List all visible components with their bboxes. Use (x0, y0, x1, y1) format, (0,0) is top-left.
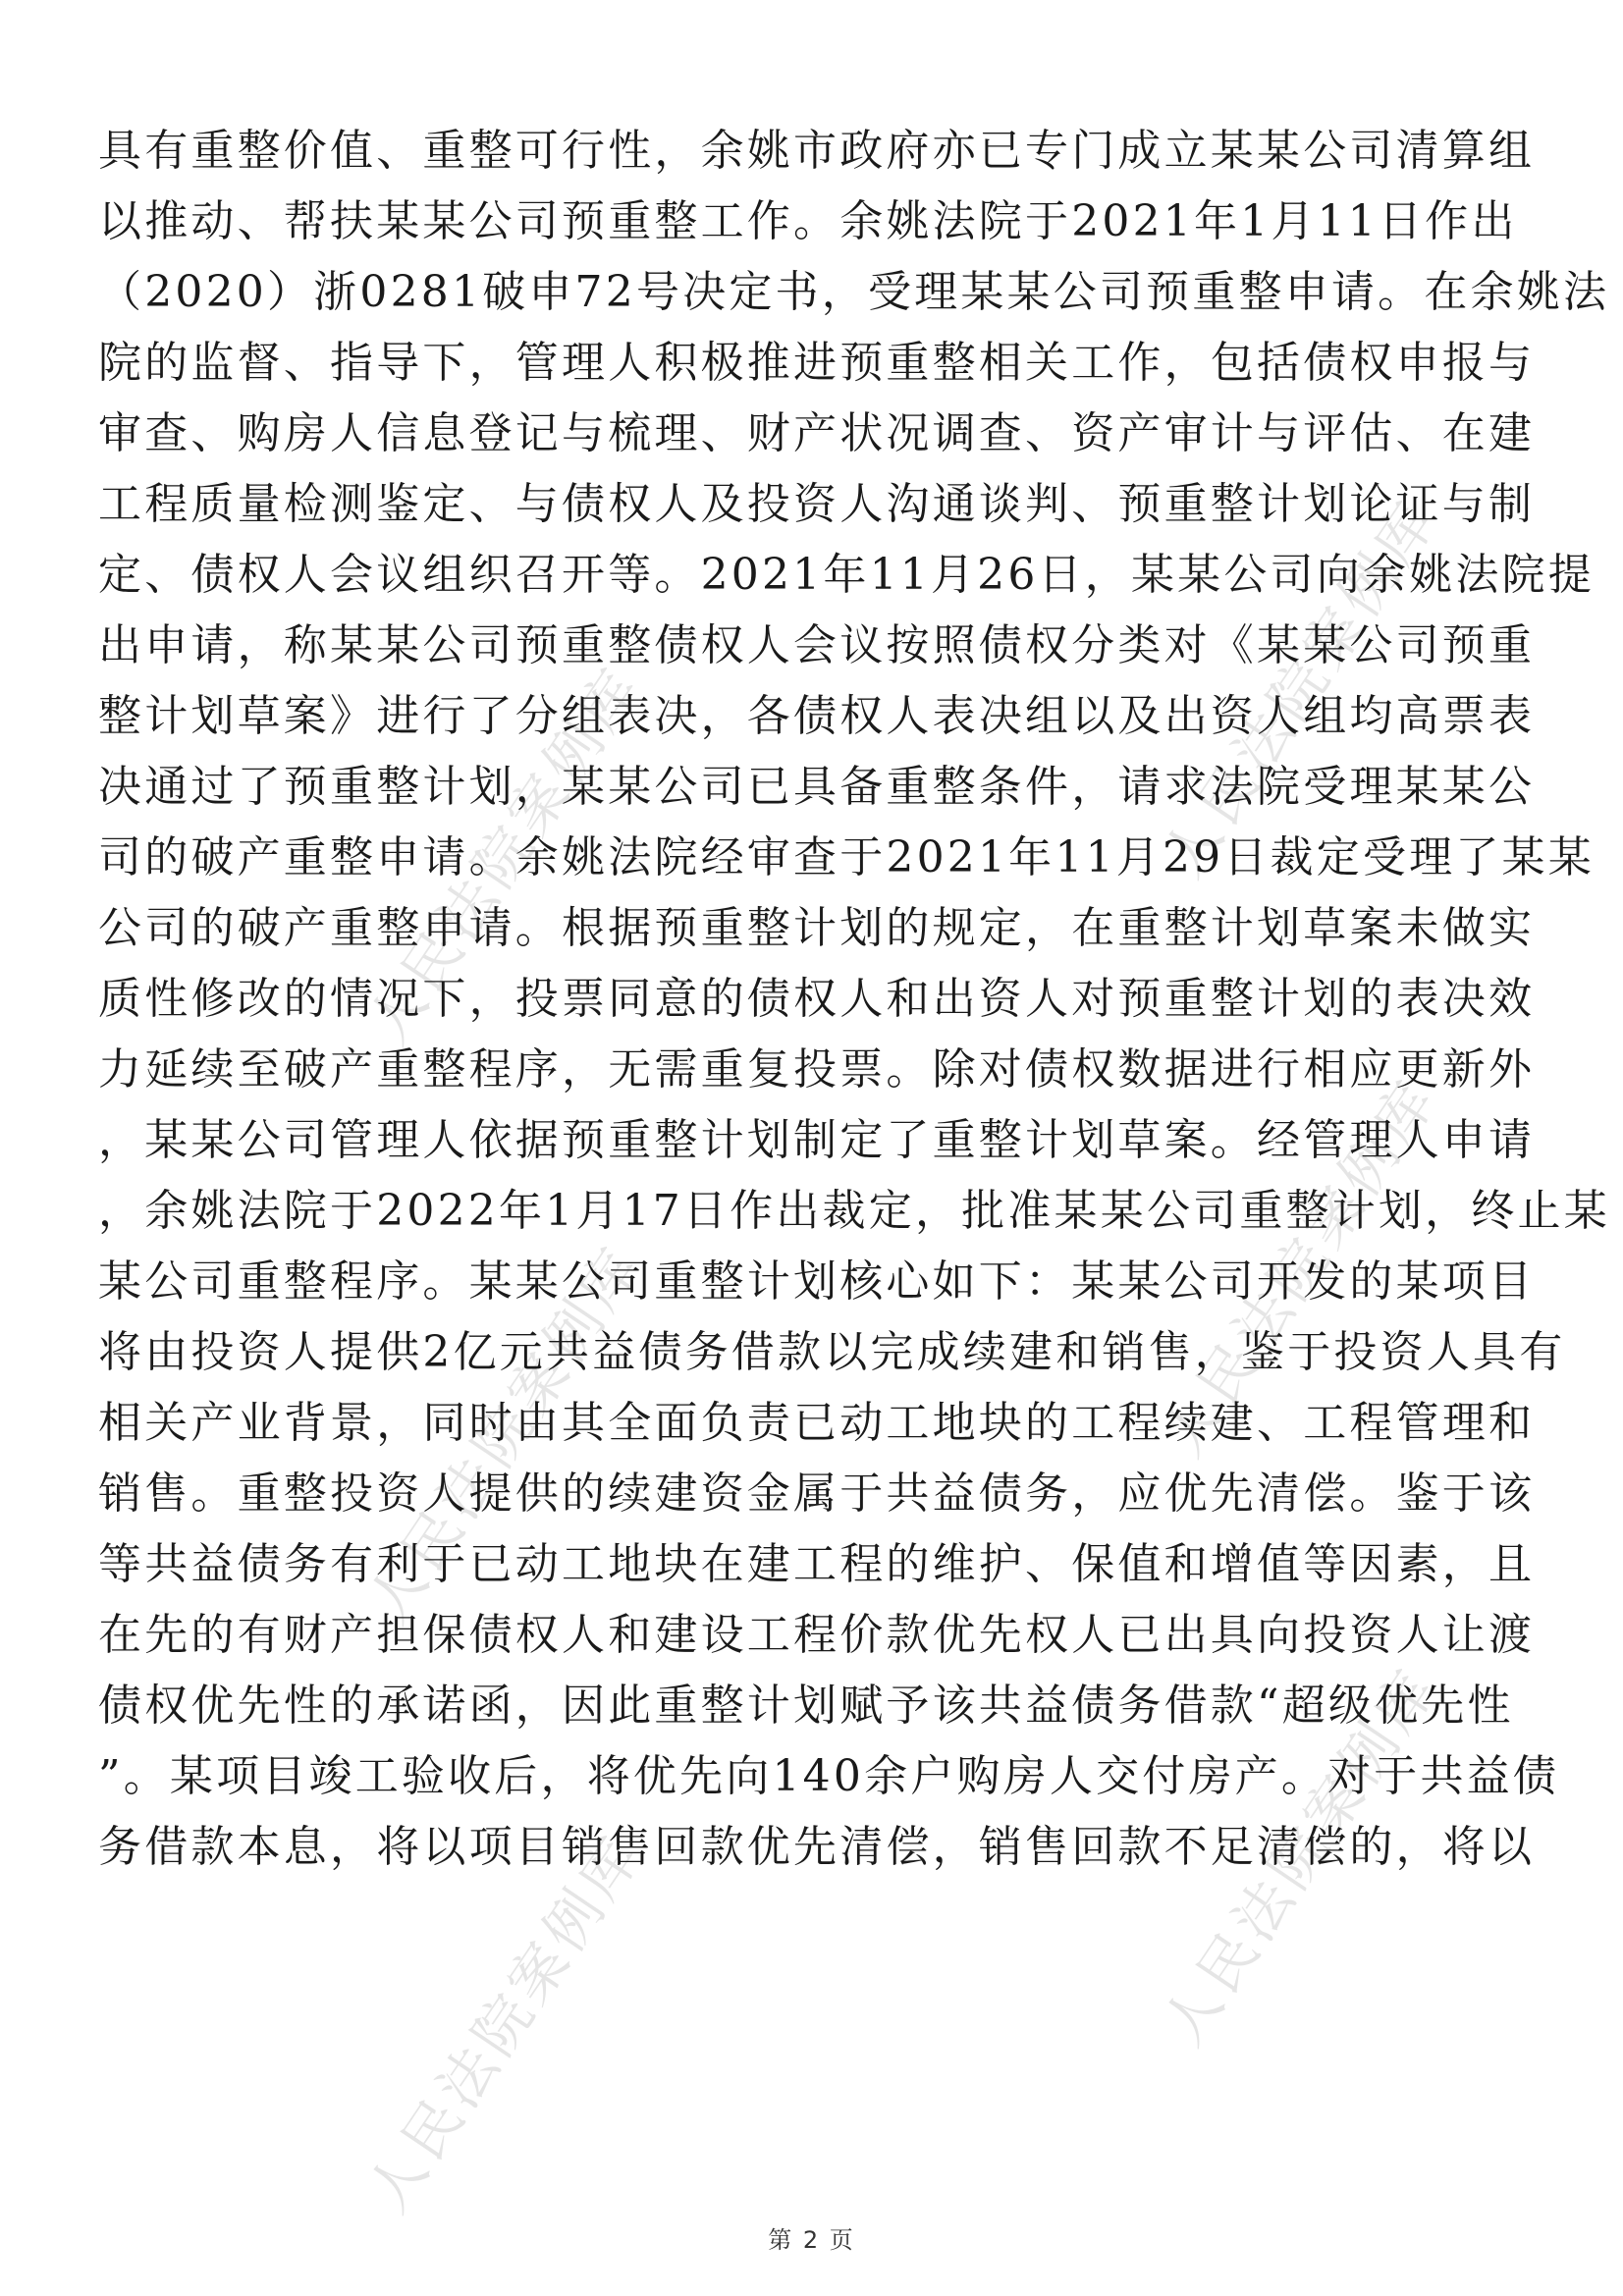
text-line: ，某某公司管理人依据预重整计划制定了重整计划草案。经管理人申请 (98, 1115, 1536, 1165)
text-line: 公司的破产重整申请。根据预重整计划的规定，在重整计划草案未做实 (98, 903, 1536, 953)
text-line: ”。某项目竣工验收后，将优先向140余户购房人交付房产。对于共益债 (98, 1751, 1560, 1801)
page-number: 第 2 页 (768, 2226, 855, 2254)
text-line: 出申请，称某某公司预重整债权人会议按照债权分类对《某某公司预重 (98, 620, 1536, 670)
text-line: 审查、购房人信息登记与梳理、财产状况调查、资产审计与评估、在建 (98, 408, 1536, 458)
text-line: 决通过了预重整计划，某某公司已具备重整条件，请求法院受理某某公 (98, 762, 1536, 812)
text-line: 务借款本息，将以项目销售回款优先清偿，销售回款不足清偿的，将以 (98, 1822, 1536, 1872)
watermark-top-right: 人民法院案例库 (1149, 486, 1451, 889)
text-line: （2020）浙0281破申72号决定书，受理某某公司预重整申请。在余姚法 (98, 267, 1610, 317)
text-line: 工程质量检测鉴定、与债权人及投资人沟通谈判、预重整计划论证与制 (98, 479, 1536, 529)
text-line: 将由投资人提供2亿元共益债务借款以完成续建和销售，鉴于投资人具有 (98, 1327, 1566, 1377)
text-line: 力延续至破产重整程序，无需重复投票。除对债权数据进行相应更新外 (98, 1044, 1536, 1095)
text-line: 具有重整价值、重整可行性，余姚市政府亦已专门成立某某公司清算组 (98, 126, 1536, 176)
text-line: 销售。重整投资人提供的续建资金属于共益债务，应优先清偿。鉴于该 (98, 1468, 1536, 1519)
text-line: 等共益债务有利于已动工地块在建工程的维护、保值和增值等因素，且 (98, 1539, 1536, 1589)
text-line: ，余姚法院于2022年1月17日作出裁定，批准某某公司重整计划，终止某 (98, 1186, 1610, 1236)
text-line: 质性修改的情况下，投票同意的债权人和出资人对预重整计划的表决效 (98, 974, 1536, 1024)
text-line: 整计划草案》进行了分组表决，各债权人表决组以及出资人组均高票表 (98, 691, 1536, 741)
watermark-middle-right: 人民法院案例库 (1149, 1065, 1451, 1468)
watermark-bottom-left: 人民法院案例库 (353, 1821, 656, 2224)
watermark-middle-left: 人民法院案例库 (353, 1232, 656, 1635)
text-line: 定、债权人会议组织召开等。2021年11月26日，某某公司向余姚法院提 (98, 550, 1595, 600)
text-line: 相关产业背景，同时由其全面负责已动工地块的工程续建、工程管理和 (98, 1398, 1536, 1448)
text-line: 债权优先性的承诺函，因此重整计划赋予该共益债务借款“超级优先性 (98, 1681, 1514, 1731)
watermark-bottom-right: 人民法院案例库 (1149, 1654, 1451, 2057)
body-text (98, 116, 1610, 1883)
text-line: 在先的有财产担保债权人和建设工程价款优先权人已出具向投资人让渡 (98, 1610, 1536, 1660)
text-line: 某公司重整程序。某某公司重整计划核心如下：某某公司开发的某项目 (98, 1256, 1536, 1307)
text-line: 以推动、帮扶某某公司预重整工作。余姚法院于2021年1月11日作出 (98, 196, 1518, 246)
watermark-top-left: 人民法院案例库 (353, 653, 656, 1056)
text-line: 院的监督、指导下，管理人积极推进预重整相关工作，包括债权申报与 (98, 338, 1536, 388)
text-line: 司的破产重整申请。余姚法院经审查于2021年11月29日裁定受理了某某 (98, 832, 1595, 882)
